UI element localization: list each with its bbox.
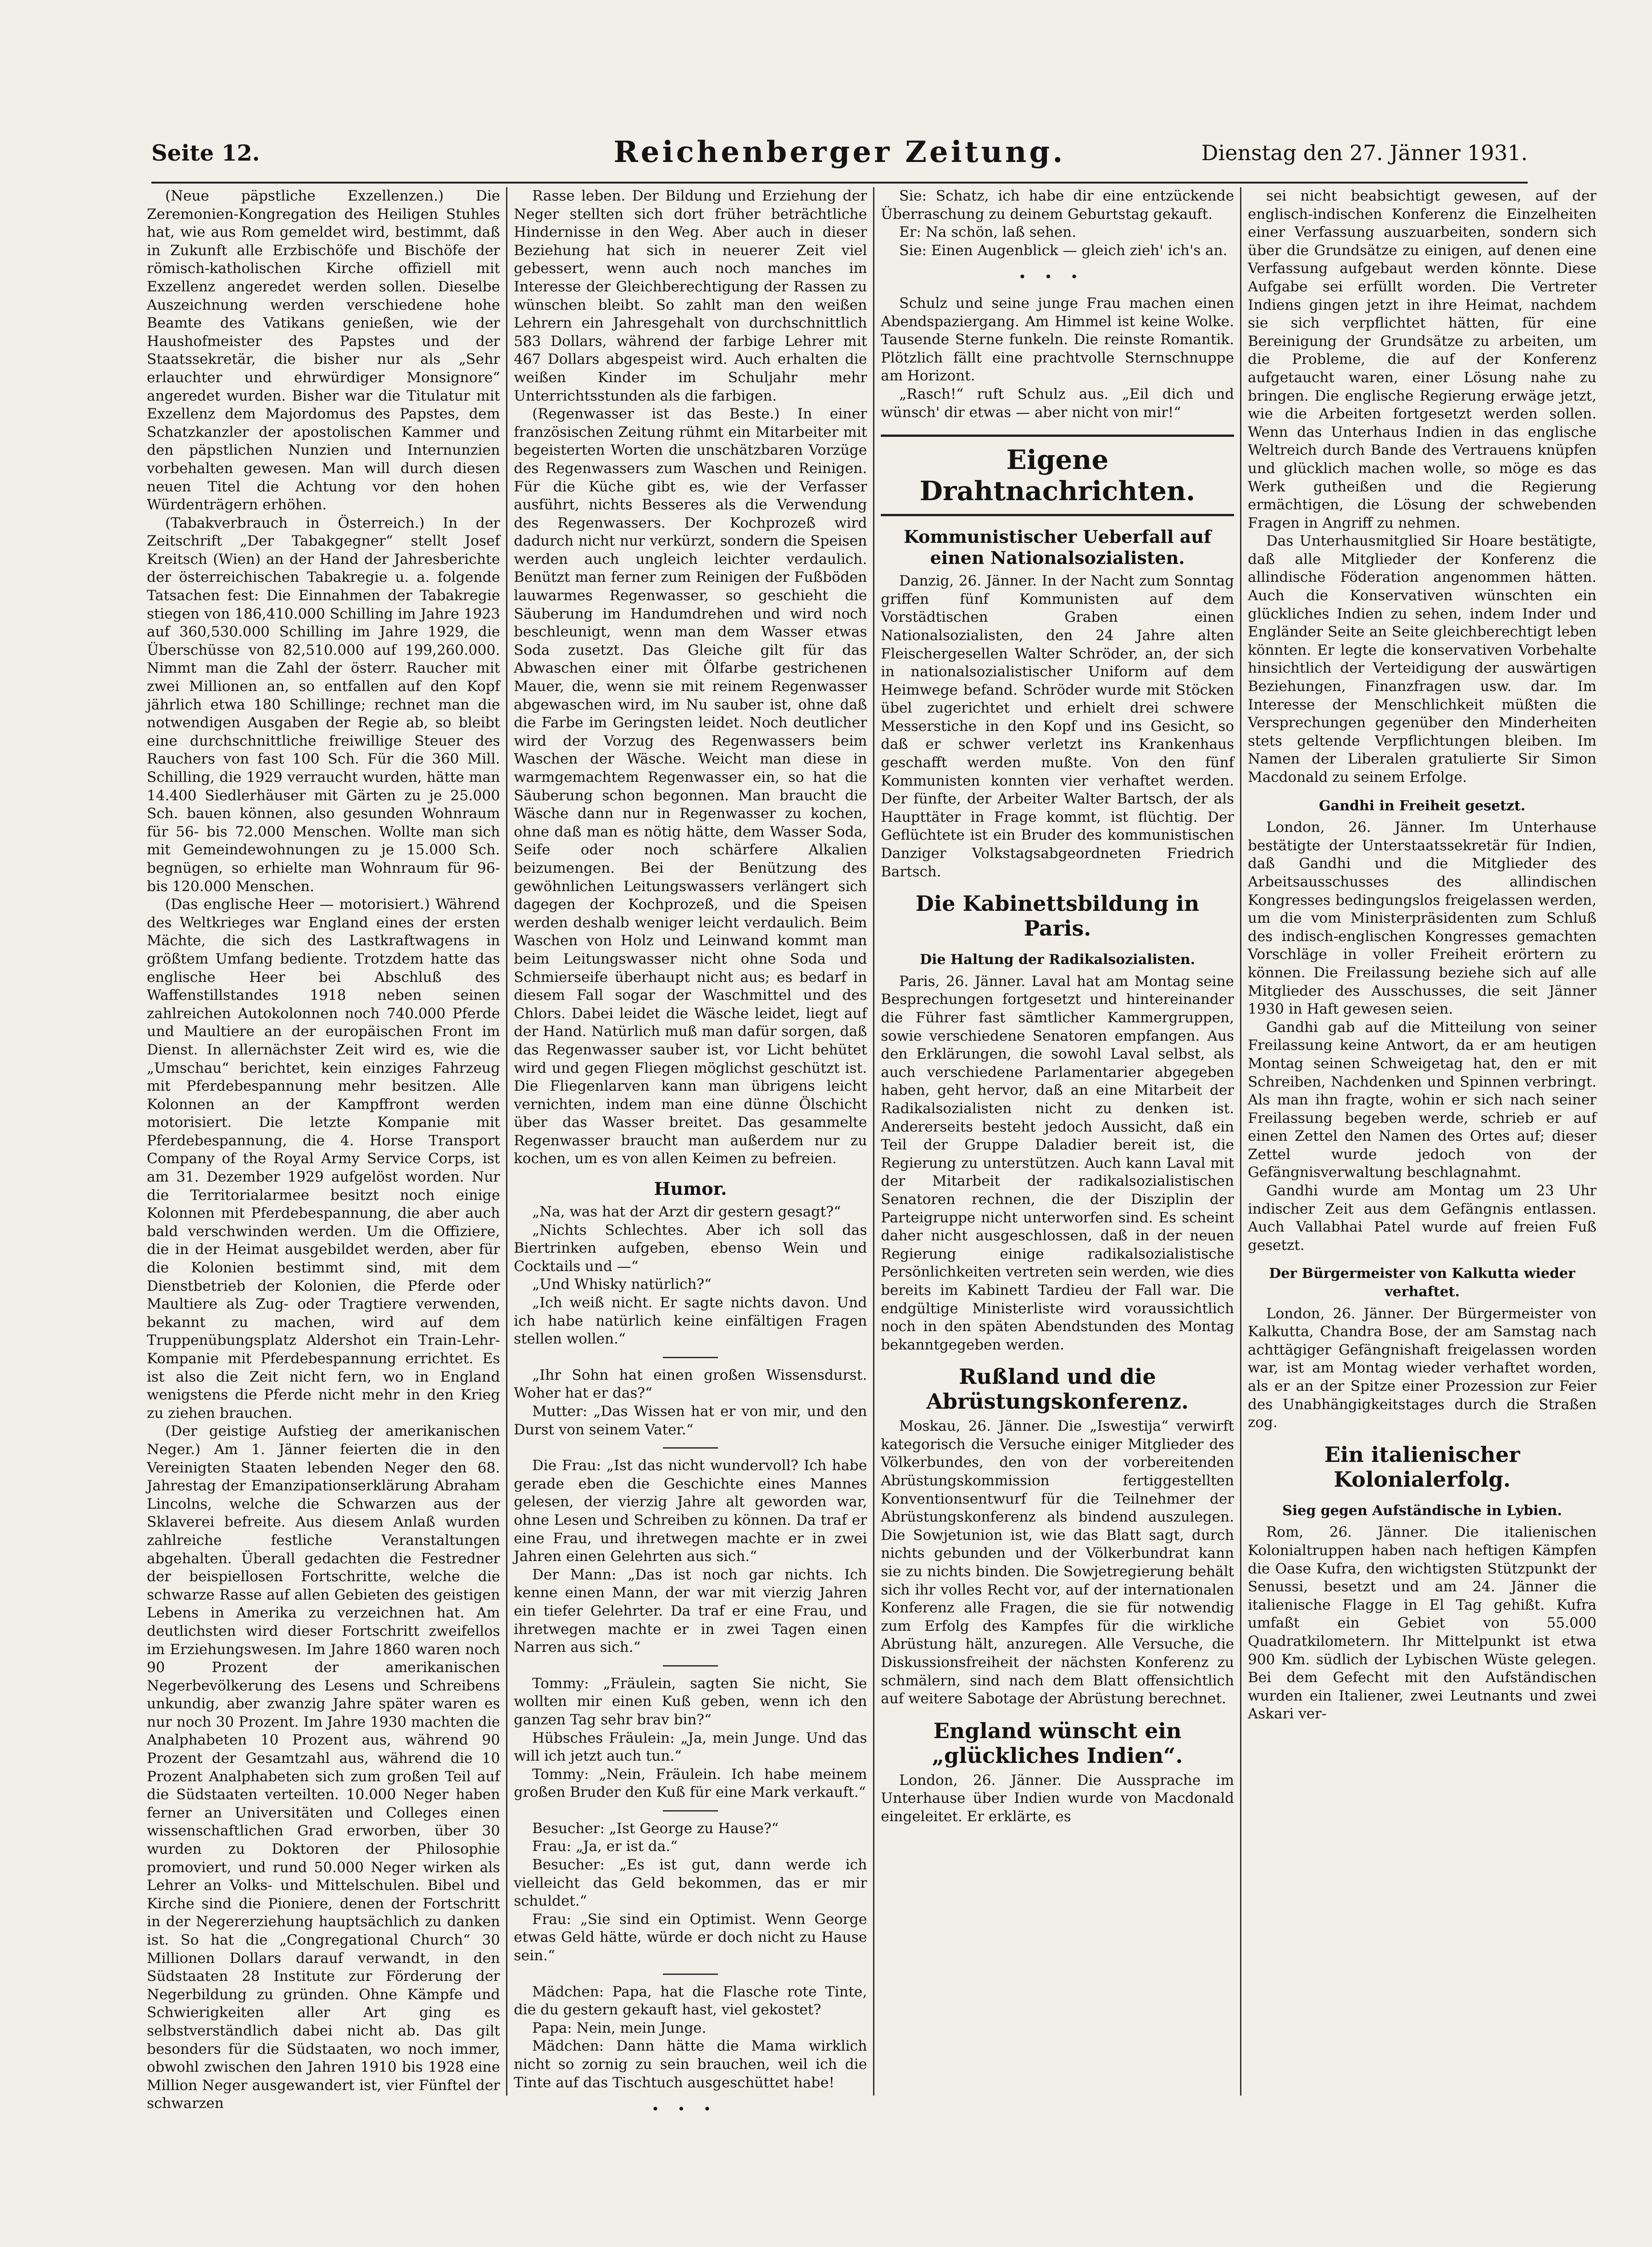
article-paragraph: (Tabakverbrauch in Österreich.) In der Zeitschrift „Der Tabakgegner“ stellt Josef Kreitsch (Wien) an der Hand der Jahresberichte der österreichischen Tabakregie u. a. folgende Tatsachen fest: Die Einnahmen der Tabakregie stiegen von 186,410.000 Schilling im Jahre 1923 auf 360,530.000 Schilling im Jahre 1929, die Überschüsse von 82,510.000 auf 199,260.000. Nimmt man die Zahl der österr. Raucher mit zwei Millionen an, so entfallen auf den Kopf jährlich etwa 180 Schillinge; rechnet man die notwendigen Ausgaben der Regie ab, so bleibt eine durchschnittliche freiwillige Steuer des Rauchers von fast 100 Sch. Für die 360 Mill. Schilling, die 1929 verraucht wurden, hätte man 14.400 Siedlerhäuser mit Gärten zu je 25.000 Sch. bauen können, also gesunden Wohnraum für 56- bis 72.000 Menschen. Wollte man sich mit Gemeindewohnungen zu je 15.000 Sch. begnügen, so erhielte man Wohnraum für 96- bis 120.000 Menschen. xyxy=(147,514,500,895)
article-headline: Die Kabinettsbildung in Paris. xyxy=(915,891,1200,941)
joke-line: Er: Na schön, laß sehen. xyxy=(899,224,1077,241)
joke-line: Mädchen: Papa, hat die Flasche rote Tinte, die du gestern gekauft hast, viel gekostet? xyxy=(514,1983,867,2018)
article-paragraph: (Das englische Heer — motorisiert.) Während des Weltkrieges war England eines der ersten Mächte, die sich des Lastkraftwagens in größtem Umfang bediente. Trotzdem hatte das englische Heer bei Abschluß des Waffenstillstandes 1918 neben seinen zahlreichen Autokolonnen noch 740.000 Pferde und Maultiere an der europäischen Front im Dienst. In allernächster Zeit wird es, wie die „Umschau“ berichtet, kein einziges Fahrzeug mit Pferdebespannung mehr besitzen. Alle Kolonnen an der Kampffront werden motorisiert. Die letzte Kompanie mit Pferdebespannung, die 4. Horse Transport Company of the Royal Army Service Corps, ist am 31. Dezember 1929 aufgelöst worden. Nur die Territorialarmee besitzt noch einige Kolonnen mit Pferdebespannung, die aber auch bald verschwinden werden. Um die Offiziere, die in der Heimat ausgebildet werden, aber für die Kolonien bestimmt sind, mit dem Dienstbetrieb der Kolonien, die Pferde oder Maultiere als Zug- oder Tragtiere verwenden, bekannt zu machen, wird auf dem Truppenübungsplatz Aldershot ein Train-Lehr-Kompanie mit Pferdebespannung errichtet. Es ist also die Zeit nicht fern, wo in England wenigstens die Pferde nicht mehr in den Krieg zu ziehen brauchen. xyxy=(147,896,500,1422)
column-1 xyxy=(147,187,500,2112)
section-heading-humor: Humor. xyxy=(654,1178,727,1199)
joke-line: Tommy: „Fräulein, sagten Sie nicht, Sie wollten mir einen Kuß geben, wenn ich den ganzen Tag sehr brav bin?“ xyxy=(514,1675,867,1728)
joke-line: Papa: Nein, mein Junge. xyxy=(532,2019,706,2036)
joke-line: Sie: Einen Augenblick — gleich zieh' ich's an. xyxy=(899,242,1228,259)
article-paragraph: sei nicht beabsichtigt gewesen, auf der englisch-indischen Konferenz die Einzelheiten einer Verfassung auszuarbeiten, sondern sich über die Grundsätze zu einigen, auf denen eine Verfassung aufgebaut werden könnte. Diese Aufgabe sei erfüllt worden. Die Vertreter Indiens gingen jetzt in ihre Heimat, nachdem sie sich verpflichtet hätten, für eine Bereinigung der Grundsätze zu arbeiten, um die Probleme, die auf der Konferenz aufgetaucht waren, einer Lösung nahe zu bringen. Die englische Regierung erwäge jetzt, wie die Arbeiten fortgesetzt werden sollen. Wenn das Unterhaus Indien in das englische Weltreich durch Bande des Vertrauens knüpfen und glücklich machen wolle, so möge es das Werk gutheißen und die Regierung ermächtigen, die Lösung der schwebenden Fragen in Angriff zu nehmen. xyxy=(1248,188,1596,531)
separator-dots: ••• xyxy=(1018,269,1096,285)
article-subheadline: Sieg gegen Aufständische in Lybien. xyxy=(1282,1502,1562,1519)
joke-line: Hübsches Fräulein: „Ja, mein Junge. Und das will ich jetzt auch tun.“ xyxy=(514,1729,867,1765)
joke-line: Frau: „Sie sind ein Optimist. Wenn George etwas Geld hätte, würde er doch nicht zu Hause sein.“ xyxy=(514,1911,867,1964)
article-headline: Kommunistischer Ueberfall auf einen Nationalsozialisten. xyxy=(903,526,1212,569)
article-paragraph: (Neue päpstliche Exzellenzen.) Die Zeremonien-Kongregation des Heiligen Stuhles hat, wie aus Rom gemeldet wird, bestimmt, daß in Zukunft alle Erzbischöfe und Bischöfe der römisch-katholischen Kirche offiziell mit Exzellenz angeredet werden sollen. Dieselbe Auszeichnung werden verschiedene hohe Beamte des Vatikans genießen, wie der Haushofmeister des Papstes und der Staatssekretär, die bisher nur als „Sehr erlauchter und ehrwürdiger Monsignore“ angeredet wurden. Bisher war die Titulatur mit Exzellenz dem Majordomus des Papstes, dem Schatzkanzler der apostolischen Kammer und den päpstlichen Nunzien und Internunzien vorbehalten gewesen. Man will durch diesen neuen Titel die Achtung vor den hohen Würdenträgern erhöhen. xyxy=(147,188,500,513)
article-headline: England wünscht ein „glückliches Indien“. xyxy=(932,1718,1183,1768)
article-headline: Ein italienischer Kolonialerfolg. xyxy=(1324,1442,1520,1492)
joke-line: Die Frau: „Ist das nicht wundervoll? Ich habe gerade eben die Geschichte eines Mannes gelesen, der vierzig Jahre alt geworden war, ohne Lesen und Schreiben zu können. Da traf er eine Frau, und ihretwegen machte er in zwei Jahren einen Gelehrten aus sich.“ xyxy=(514,1457,867,1565)
article-paragraph: Danzig, 26. Jänner. In der Nacht zum Sonntag griffen fünf Kommunisten auf dem Vorstädtischen Graben einen Nationalsozialisten, den 24 Jahre alten Fleischergesellen Walter Schröder, an, der sich in nationalsozialistischer Uniform auf dem Heimwege befand. Schröder wurde mit Stöcken übel zugerichtet und erhielt drei schwere Messerstiche in den Kopf und ins Gesicht, so daß er schwer verletzt ins Krankenhaus geschafft werden mußte. Von den fünf Kommunisten konnten vier verhaftet werden. Der fünfte, der Arbeiter Walter Bartsch, der als Haupttäter in Frage kommt, ist flüchtig. Der Geflüchtete ist ein Bruder des kommunistischen Danziger Volkstagsabgeordneten Friedrich Bartsch. xyxy=(881,573,1234,880)
article-paragraph: London, 26. Jänner. Im Unterhause bestätigte der Unterstaatssekretär für Indien, daß Gandhi und die Mitglieder des Arbeitsausschusses des allindischen Kongresses bedingungslos freigelassen werden, um die vom Ministerpräsidenten zum Schluß des indisch-englischen Kongresses gemachten Vorschläge in voller Freiheit erörtern zu können. Die Freilassung beziehe sich auf alle Mitglieder des Ausschusses, die seit Jänner 1930 in Haft gewesen seien. xyxy=(1248,819,1596,1018)
article-paragraph: Das Unterhausmitglied Sir Hoare bestätigte, daß alle Mitglieder der Konferenz die allindische Föderation angenommen hätten. Auch die Konservativen wünschten ein glückliches Indien zu sehen, indem Inder und Engländer Seite an Seite gleichberechtigt leben könnten. Er legte die konservativen Vorbehalte hinsichtlich der Verteidigung der auswärtigen Beziehungen, Finanzfragen usw. dar. Im Interesse der Menschlichkeit müßten die Versprechungen gegenüber den Minderheiten stets geltende Verpflichtungen bleiben. Im Namen der Liberalen gratulierte Sir Simon Macdonald zu seinem Erfolge. xyxy=(1248,533,1596,786)
column-rule xyxy=(1240,187,1241,2096)
page-number: Seite 12. xyxy=(151,140,260,166)
joke-line: „Ich weiß nicht. Er sagte nichts davon. Und ich habe natürlich keine einfältigen Fragen stellen wollen.“ xyxy=(514,1294,867,1348)
article-headline: Gandhi in Freiheit gesetzt. xyxy=(1318,797,1526,814)
joke-line: Der Mann: „Das ist noch gar nichts. Ich kenne einen Mann, der war mit vierzig Jahren ein tiefer Gelehrter. Da traf er eine Frau, und ihretwegen machte er in zwei Tagen einen Narren aus sich.“ xyxy=(514,1566,867,1656)
joke-line: „Und Whisky natürlich?“ xyxy=(532,1276,712,1293)
article-paragraph: London, 26. Jänner. Der Bürgermeister von Kalkutta, Chandra Bose, der am Samstag nach achttägiger Gefängnishaft freigelassen worden war, ist am Montag wieder verhaftet worden, als er an der Spitze einer Prozession zur Feier des Unabhängigkeitstages durch die Straßen zog. xyxy=(1248,1305,1596,1431)
article-paragraph: Gandhi gab auf die Mitteilung von seiner Freilassung keine Antwort, da er am heutigen Montag seinen Schweigetag hat, den er mit Schreiben, Nachdenken und Spinnen verbringt. Als man ihn fragte, wohin er sich nach seiner Freilassung begeben werde, schrieb er auf einen Zettel den Namen des Ortes auf; dieser Zettel wurde jedoch von der Gefängnisverwaltung beschlagnahmt. xyxy=(1248,1019,1596,1181)
article-paragraph: London, 26. Jänner. Die Aussprache im Unterhause über Indien wurde von Macdonald eingeleitet. Er erklärte, es xyxy=(881,1772,1234,1825)
column-3 xyxy=(881,187,1234,2096)
article-paragraph: Rom, 26. Jänner. Die italienischen Kolonialtruppen haben nach heftigen Kämpfen die Oase Kufra, den wichtigsten Stützpunkt der Senussi, besetzt und am 24. Jänner die italienische Flagge in El Tag gehißt. Kufra umfaßt ein Gebiet von 55.000 Quadratkilometern. Ihr Mittelpunkt ist etwa 900 Km. südlich der Lybischen Wüste gelegen. Bei dem Gefecht mit den Aufständischen wurden ein Italiener, zwei Leutnants und zwei Askari ver- xyxy=(1248,1524,1596,1723)
joke-line: Sie: Schatz, ich habe dir eine entzückende Überraschung zu deinem Geburtstag gekauft. xyxy=(881,188,1234,223)
article-headline: Der Bürgermeister von Kalkutta wieder verhaftet. xyxy=(1269,1266,1575,1300)
joke-line: „Rasch!“ ruft Schulz aus. „Eil dich und wünsch' dir etwas — aber nicht von mir!“ xyxy=(881,385,1234,421)
issue-date: Dienstag den 27. Jänner 1931. xyxy=(1201,140,1528,165)
article-paragraph: Rasse leben. Der Bildung und Erziehung der Neger stellten sich dort früher beträchtliche Hindernisse in den Weg. Aber auch in dieser Beziehung hat sich in neuerer Zeit viel gebessert, wenn auch noch manches im Interesse der Gleichberechtigung der Rassen zu wünschen bleibt. So zahlt man den weißen Lehrern ein Jahresgehalt von durchschnittlich 583 Dollars, während der farbige Lehrer mit 467 Dollars abgespeist wird. Auch erhalten die weißen Kinder im Schuljahr mehr Unterrichtsstunden als die farbigen. xyxy=(514,188,867,404)
section-banner: Eigene Drahtnachrichten. xyxy=(881,435,1234,516)
article-paragraph: Paris, 26. Jänner. Laval hat am Montag seine Besprechungen fortgesetzt und hintereinander die Führer fast sämtlicher Kammergruppen, sowie verschiedene Senatoren empfangen. Aus den Erklärungen, die sowohl Laval selbst, als auch verschiedene Parlamentarier abgegeben haben, geht hervor, daß an eine Mitarbeit der Radikalsozialisten nicht zu denken ist. Andererseits besteht jedoch Aussicht, daß ein Teil der Gruppe Daladier bereit ist, die Regierung zu unterstützen. Auch kann Laval mit der Mitarbeit der radikalsozialistischen Senatoren rechnen, die der Disziplin der Parteigruppe nicht unterworfen sind. Es scheint daher nicht ausgeschlossen, daß in der neuen Regierung einige radikalsozialistische Persönlichkeiten vertreten sein werden, wie dies bereits im Kabinett Tardieu der Fall war. Die endgültige Ministerliste wird voraussichtlich noch in den späten Abendstunden des Montag bekanntgegeben werden. xyxy=(881,973,1234,1353)
joke-line: Mädchen: Dann hätte die Mama wirklich nicht so zornig zu sein brauchen, weil ich die Tinte auf das Tischtuch ausgeschüttet habe! xyxy=(514,2038,867,2091)
article-paragraph: Gandhi wurde am Montag um 23 Uhr indischer Zeit aus dem Gefängnis entlassen. Auch Vallabhai Patel wurde auf freien Fuß gesetzt. xyxy=(1248,1182,1596,1254)
joke-line: „Na, was hat der Arzt dir gestern gesagt?“ xyxy=(532,1204,841,1221)
joke-line: Frau: „Ja, er ist da.“ xyxy=(532,1838,678,1855)
joke-line: Schulz und seine junge Frau machen einen Abendspaziergang. Am Himmel ist keine Wolke. Tausende Sterne funkeln. Die reinste Romantik. Plötzlich fällt eine prachtvolle Sternschnuppe am Horizont. xyxy=(881,295,1234,385)
article-paragraph: Moskau, 26. Jänner. Die „Iswestija“ verwirft kategorisch die Versuche einiger Mitglieder des Völkerbundes, den von der vorbereitenden Abrüstungskommission fertiggestellten Konventionsentwurf für die Teilnehmer der Abrüstungskonferenz als bindend auszulegen. Die Sowjetunion ist, wie das Blatt sagt, durch nichts gebunden und der Völkerbundrat kann sie zu nichts binden. Die Sowjetregierung behält sich ihr volles Recht vor, auf der internationalen Konferenz alle Fragen, die sie für notwendig zum Erfolg des Kampfes für die wirkliche Abrüstung hält, anzuregen. Alle Versuche, die Diskussionsfreiheit der nächsten Konferenz zu schmälern, sind nach dem Blatt offensichtlich auf weitere Sabotage der Abrüstung berechnet. xyxy=(881,1418,1234,1707)
article-headline: Rußland und die Abrüstungskonferenz. xyxy=(926,1364,1189,1414)
column-2 xyxy=(514,187,867,2117)
article-paragraph: (Der geistige Aufstieg der amerikanischen Neger.) Am 1. Jänner feierten die in den Vereinigten Staaten lebenden Neger den 68. Jahrestag der Emanzipationserklärung Abraham Lincolns, welche die Schwarzen aus der Sklaverei befreite. Aus diesem Anlaß wurden zahlreiche festliche Veranstaltungen abgehalten. Überall gedachten die Festredner der beispiellosen Fortschritte, welche die schwarze Rasse auf allen Gebieten des geistigen Lebens in Amerika zu verzeichnen hat. Am deutlichsten wird dieser Fortschritt zweifellos im Erziehungswesen. Im Jahre 1860 waren noch 90 Prozent der amerikanischen Negerbevölkerung des Lesens und Schreibens unkundig, aber zwanzig Jahre später waren es nur noch 30 Prozent. Im Jahre 1930 machten die Analphabeten 10 Prozent aus, während 90 Prozent der Gesamtzahl aus, während die 10 Prozent Analphabeten sich zum großen Teil auf die Südstaaten verteilten. 10.000 Neger haben ferner an Universitäten und Colleges einen wissenschaftlichen Grad erworben, über 30 wurden zu Doktoren der Philosophie promoviert, und rund 50.000 Neger wirken als Lehrer an Volks- und Mittelschulen. Bibel und Kirche sind die Pioniere, denen der Fortschritt in der Negererziehung hauptsächlich zu danken ist. So hat die „Congregational Church“ 30 Millionen Dollars darauf verwandt, in den Südstaaten 28 Institute zur Förderung der Negerbildung zu gründen. Ohne Kämpfe und Schwierigkeiten aller Art ging es selbstverständlich dabei nicht ab. Das gilt besonders für die Südstaaten, wo noch immer, obwohl zwischen den Jahren 1910 bis 1928 eine Million Neger ausgewandert ist, vier Fünftel der schwarzen xyxy=(147,1423,500,2112)
column-rule xyxy=(506,187,507,2096)
joke-line: Mutter: „Das Wissen hat er von mir, und den Durst von seinem Vater.“ xyxy=(514,1403,867,1438)
joke-line: „Nichts Schlechtes. Aber ich soll das Biertrinken aufgeben, ebenso Wein und Cocktails und —“ xyxy=(514,1221,867,1275)
separator xyxy=(663,1974,718,1975)
separator xyxy=(663,1665,718,1667)
joke-line: Besucher: „Es ist gut, dann werde ich vielleicht das Geld bekommen, das er mir schuldet.“ xyxy=(514,1857,867,1910)
article-subheadline: Die Haltung der Radikalsozialisten. xyxy=(919,952,1196,968)
joke-line: Besucher: „Ist George zu Hause?“ xyxy=(532,1820,779,1837)
masthead: Reichenberger Zeitung. xyxy=(613,135,1066,169)
separator xyxy=(663,1810,718,1812)
column-4 xyxy=(1248,187,1596,2096)
column-rule xyxy=(873,187,874,2096)
separator xyxy=(663,1447,718,1449)
separator xyxy=(663,1357,718,1358)
article-paragraph: (Regenwasser ist das Beste.) In einer französischen Zeitung rühmt ein Mitarbeiter mit begeisterten Worten die unschätzbaren Vorzüge des Regenwassers zum Waschen und Reinigen. Für die Küche gibt es, wie der Verfasser ausführt, nichts Besseres als die Verwendung des Regenwassers. Der Kochprozeß wird dadurch nicht nur verkürzt, sondern die Speisen werden auch ungleich leichter verdaulich. Benützt man ferner zum Reinigen der Fußböden lauwarmes Regenwasser, so geschieht die Säuberung im Handumdrehen und wird noch beschleunigt, wenn man dem Wasser etwas Soda zusetzt. Das Gleiche gilt für das Abwaschen einer mit Ölfarbe gestrichenen Mauer, die, wenn sie mit reinem Regenwasser abgewaschen wird, im Nu sauber ist, ohne daß die Farbe im Geringsten leidet. Noch deutlicher wird der Vorzug des Regenwassers beim Waschen der Wäsche. Weicht man diese in warmgemachtem Regenwasser ein, so hat die Säuberung schon begonnen. Man braucht die Wäsche dann nur in Regenwasser zu kochen, ohne daß man es nötig hätte, dem Wasser Soda, Seife oder noch schärfere Alkalien beizumengen. Bei der Benützung des gewöhnlichen Leitungswassers verlängert sich dagegen der Kochprozeß, und die Speisen werden deshalb weniger leicht verdaulich. Beim Waschen von Holz und Leinwand kommt man beim Leitungswasser nicht ohne Soda und Schmierseife überhaupt nicht aus; es bedarf in diesem Fall sogar der Waschmittel und des Chlors. Dabei leidet die Wäsche leidet, liegt auf der Hand. Natürlich muß man dafür sorgen, daß das Regenwasser sauber ist, vor Licht behütet wird und gegen Fliegen möglichst geschützt ist. Die Fliegenlarven kann man übrigens leicht vernichten, indem man eine dünne Ölschicht über das Wasser breitet. Das gesammelte Regenwasser braucht man außerdem nur zu kochen, um es von allen Keimen zu befreien. xyxy=(514,406,867,1167)
separator-dots: ••• xyxy=(651,2102,729,2117)
joke-line: „Ihr Sohn hat einen großen Wissensdurst. Woher hat er das?“ xyxy=(514,1366,867,1402)
joke-line: Tommy: „Nein, Fräulein. Ich habe meinem großen Bruder den Kuß für eine Mark verkauft.“ xyxy=(514,1766,867,1801)
page-header xyxy=(151,127,1528,184)
